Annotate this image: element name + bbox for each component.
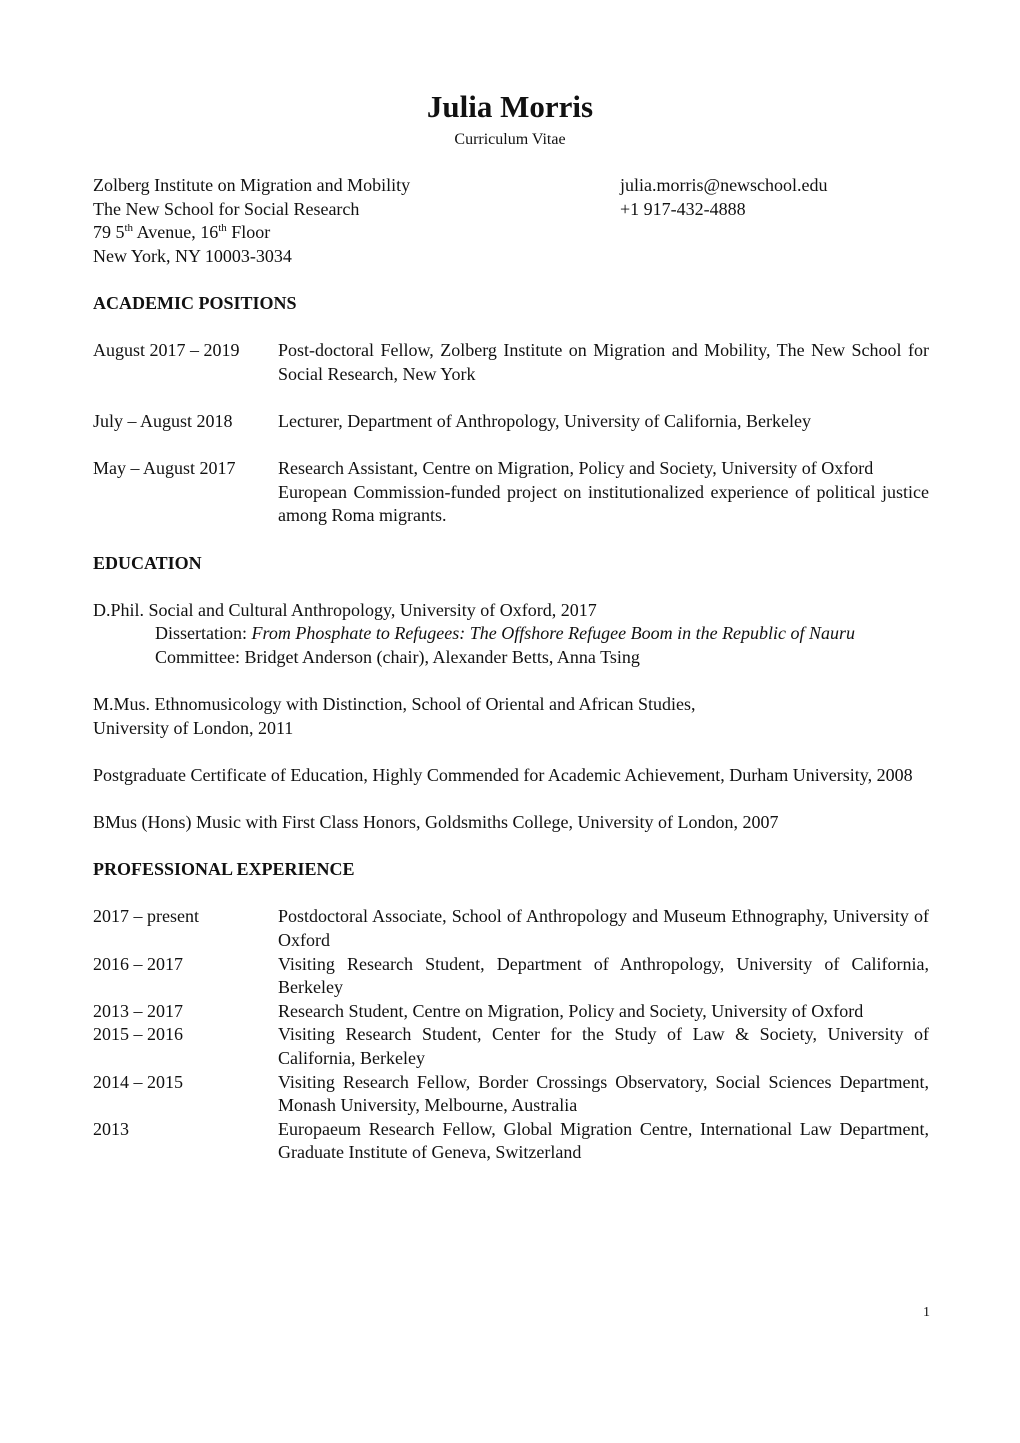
experience-entry [93,1000,929,1024]
committee: Committee: Bridget Anderson (chair), Alexander Betts, Anna Tsing [155,646,640,667]
entry-text: Research Student, Centre on Migration, Policy and Society, University of Oxford [278,1000,864,1021]
position-entry [93,457,929,528]
entry-text: Europaeum Research Fellow, Global Migration Centre, International Law Department, Graduate Institute of Geneva, Switzerland [278,1118,929,1163]
address-part: Floor [226,222,271,243]
contact-block [620,174,828,221]
phone: +1 917-432-4888 [620,198,746,219]
degree-pgce: Postgraduate Certificate of Education, Highly Commended for Academic Achievement, Durham University, 2008 [93,764,913,785]
entry-date: July – August 2018 [93,410,233,431]
entry-date: 2013 [93,1118,129,1139]
position-entry [93,339,929,386]
cv-body [93,174,929,1165]
cv-name: Julia Morris [426,89,594,124]
section-heading-academic: ACADEMIC POSITIONS [93,292,297,313]
entry-note: European Commission-funded project on institutionalized experience of political justice among Roma migrants. [278,481,929,526]
address-part: Avenue, 16 [133,222,219,243]
experience-entry [93,1023,929,1070]
email[interactable]: julia.morris@newschool.edu [620,175,828,195]
address-block [93,174,929,268]
experience-entry [93,953,929,1000]
position-entry [93,410,929,434]
entry-text: Research Assistant, Centre on Migration, Policy and Society, University of Oxford [278,458,874,479]
section-heading-professional: PROFESSIONAL EXPERIENCE [93,859,355,880]
experience-entry [93,1071,929,1118]
entry-date: 2013 – 2017 [93,1000,183,1021]
entry-text: Post-doctoral Fellow, Zolberg Institute on Migration and Mobility, The New School for Social Research, New York [278,340,929,384]
entry-date: 2016 – 2017 [93,953,183,974]
entry-text: Postdoctoral Associate, School of Anthropology and Museum Ethnography, University of Oxford [278,906,929,950]
experience-entry [93,1118,929,1165]
degree-bmus: BMus (Hons) Music with First Class Honors, Goldsmiths College, University of London, 2007 [93,812,779,833]
page-number: 1 [923,1305,930,1320]
cv-subtitle: Curriculum Vitae [454,131,566,148]
superscript: th [124,222,134,235]
dissertation-label: Dissertation: [155,623,252,644]
entry-text: Visiting Research Student, Center for the Study of Law & Society, University of California, Berkeley [278,1024,929,1068]
entry-date: August 2017 – 2019 [93,340,240,361]
address-line: Zolberg Institute on Migration and Mobility [93,175,411,195]
degree-mmus: M.Mus. Ethnomusicology with Distinction, School of Oriental and African Studies, [93,694,696,715]
entry-text: Visiting Research Student, Department of Anthropology, University of California, Berkeley [278,953,929,998]
entry-date: 2015 – 2016 [93,1024,183,1045]
degree-dphil: D.Phil. Social and Cultural Anthropology, University of Oxford, 2017 [93,599,597,620]
entry-body [278,457,929,528]
degree-mmus-cont: University of London, 2011 [93,717,294,738]
superscript: th [218,222,227,235]
address-part: 79 5 [93,222,125,243]
entry-date: 2017 – present [93,906,199,927]
professional-list [93,905,929,1165]
entry-text: Visiting Research Fellow, Border Crossings Observatory, Social Sciences Department, Monash University, Melbourne, Australia [278,1071,929,1116]
address-line [93,221,929,245]
section-heading-education: EDUCATION [93,552,202,573]
dissertation [93,622,929,646]
address-line: The New School for Social Research [93,198,360,219]
address-line: New York, NY 10003-3034 [93,245,292,266]
entry-text: Lecturer, Department of Anthropology, University of California, Berkeley [278,410,811,431]
entry-date: May – August 2017 [93,458,236,479]
entry-date: 2014 – 2015 [93,1071,183,1092]
experience-entry [93,905,929,952]
dissertation-title: From Phosphate to Refugees: The Offshore Refugee Boom in the Republic of Nauru [251,623,856,644]
